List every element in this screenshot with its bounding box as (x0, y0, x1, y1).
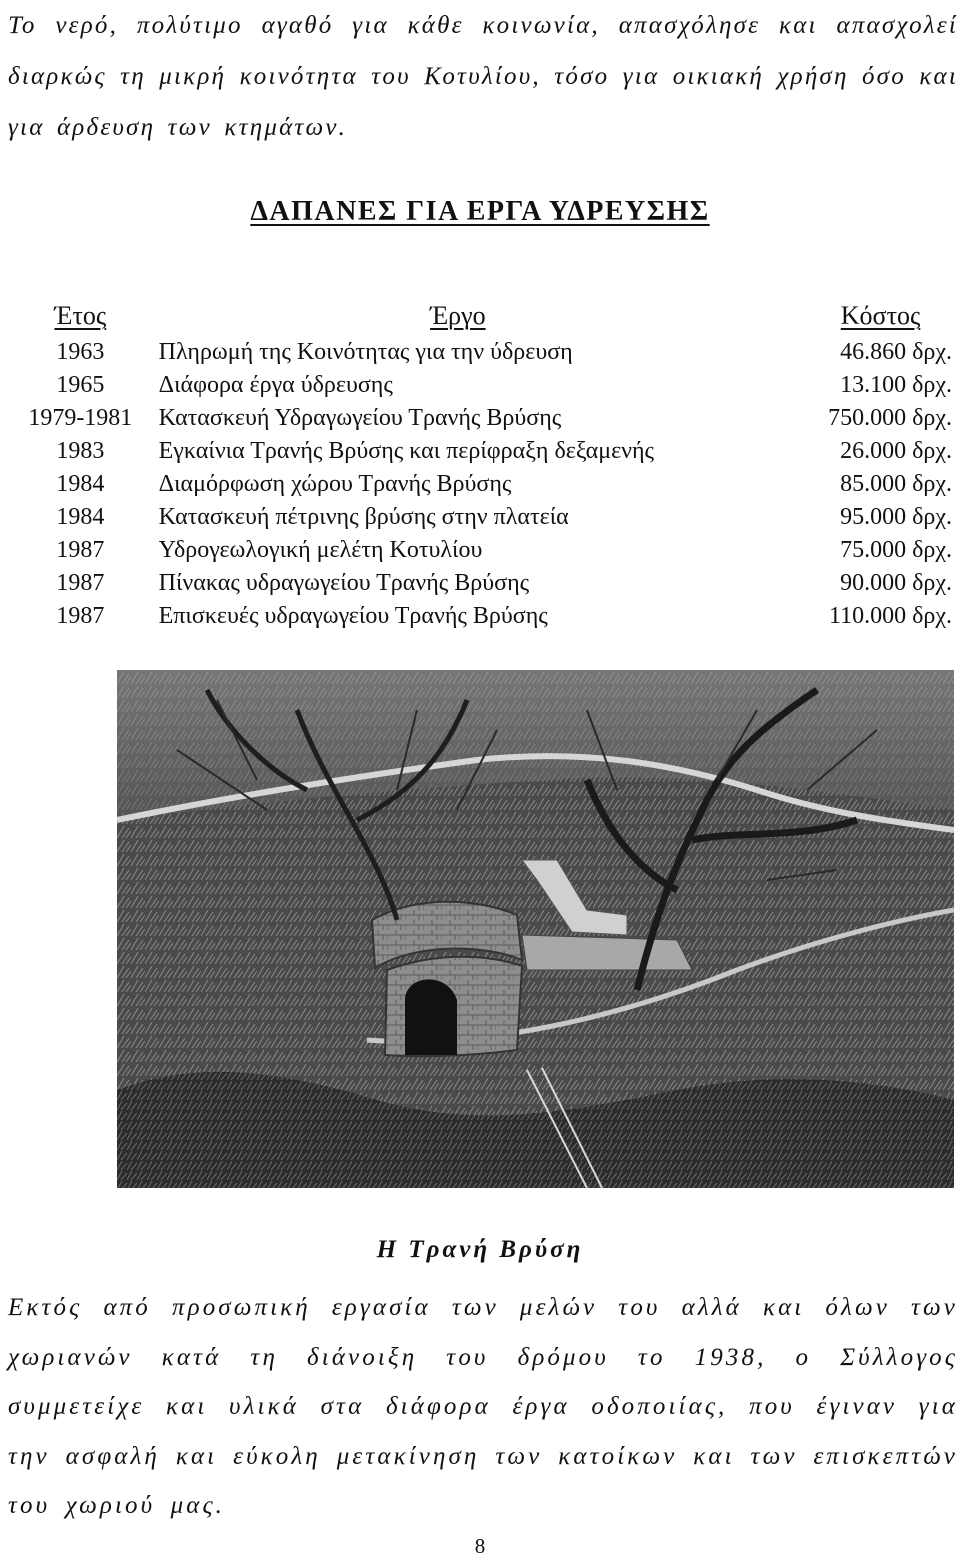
row-cost: 90.000 δρχ. (840, 570, 952, 596)
row-year: 1987 (56, 570, 105, 596)
header-year: Έτος (54, 301, 107, 330)
table-row (14, 402, 952, 435)
header-work: Έργο (430, 301, 486, 330)
table-row (14, 567, 952, 600)
row-year: 1965 (56, 372, 105, 398)
row-work: Πίνακας υδραγωγείου Τρανής Βρύσης (158, 570, 530, 596)
row-year: 1983 (56, 438, 105, 464)
body-paragraph: Εκτός από προσωπική εργασία των μελών του αλλά και όλων των χωριανών κατά τη διάνοιξη του δρόμου το 1938, ο Σύλλογος συμμετείχε και υλικά στα διάφορα έργα οδοποιίας, που έγιναν για την ασφαλή και εύκολη μετακίνηση των κατοίκων και των επισκεπτών του χωριού μας. (8, 1294, 958, 1519)
header-cost: Κόστος (840, 301, 921, 330)
table-row (14, 501, 952, 534)
table-row (14, 600, 952, 633)
row-work: Κατασκευή πέτρινης βρύσης στην πλατεία (158, 504, 569, 530)
table-row (14, 336, 952, 369)
intro-paragraph: Το νερό, πολύτιμο αγαθό για κάθε κοινωνία, απασχόλησε και απασχολεί διαρκώς τη μικρή κοινότητα του Κοτυλίου, τόσο για οικιακή χρήση όσο και για άρδευση των κτημάτων. (8, 12, 958, 141)
row-cost: 750.000 δρχ. (828, 405, 952, 431)
page-number: 8 (474, 1534, 486, 1558)
row-work: Πληρωμή της Κοινότητας για την ύδρευση (158, 339, 573, 365)
row-work: Εγκαίνια Τρανής Βρύσης και περίφραξη δεξαμενής (158, 438, 655, 464)
row-work: Διάφορα έργα ύδρευσης (158, 372, 393, 398)
row-cost: 26.000 δρχ. (840, 438, 952, 464)
row-work: Διαμόρφωση χώρου Τρανής Βρύσης (158, 471, 512, 497)
row-cost: 95.000 δρχ. (840, 504, 952, 530)
row-cost: 110.000 δρχ. (828, 603, 952, 629)
row-year: 1984 (56, 504, 105, 530)
row-cost: 75.000 δρχ. (840, 537, 952, 563)
fountain-arch (405, 979, 457, 1055)
row-year: 1987 (56, 537, 105, 563)
row-cost: 85.000 δρχ. (840, 471, 952, 497)
trani-vrysi-photo (117, 670, 954, 1188)
row-work: Επισκευές υδραγωγείου Τρανής Βρύσης (158, 603, 548, 629)
water-works-cost-table (14, 296, 952, 633)
section-title: ΔΑΠΑΝΕΣ ΓΙΑ ΕΡΓΑ ΥΔΡΕΥΣΗΣ (250, 196, 710, 227)
terrace-wall (522, 935, 692, 970)
table-row (14, 435, 952, 468)
row-cost: 13.100 δρχ. (840, 372, 952, 398)
row-cost: 46.860 δρχ. (840, 339, 952, 365)
table-row (14, 468, 952, 501)
table-row (14, 534, 952, 567)
row-year: 1987 (56, 603, 105, 629)
row-year: 1984 (56, 471, 105, 497)
table-header-row (14, 296, 952, 336)
row-work: Υδρογεωλογική μελέτη Κοτυλίου (158, 537, 483, 563)
row-year: 1963 (56, 339, 105, 365)
table-row (14, 369, 952, 402)
photo-caption: Η Τρανή Βρύση (376, 1236, 584, 1263)
row-work: Κατασκευή Υδραγωγείου Τρανής Βρύσης (158, 405, 562, 431)
row-year: 1979-1981 (28, 405, 133, 431)
